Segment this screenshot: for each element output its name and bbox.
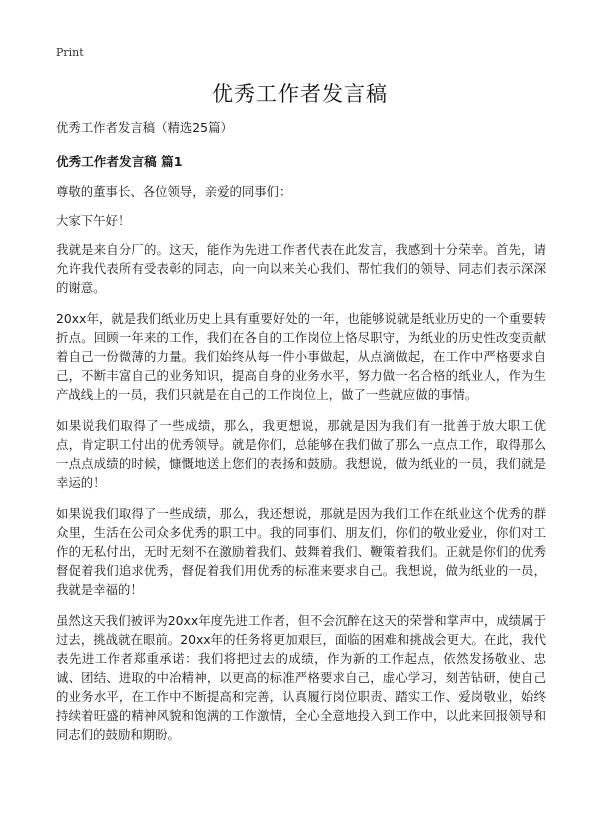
greeting-paragraph: 大家下午好！ [56, 213, 131, 228]
section-heading: 优秀工作者发言稿 篇1 [56, 154, 183, 169]
body-paragraph: 虽然这天我们被评为20xx年度先进工作者，但不会沉醉在这天的荣誉和掌声中，成绩属于过去，挑战就在眼前。20xx年的任务将更加艰巨，面临的困难和挑战会更大。在此，我代表先进工作者郑重承诺：我们将把过去的成绩，作为新的工作起点，依然发扬敬业、忠诚、团结、进取的中冶精神，以更高的标准严格要求自己，虚心学习，刻苦钻研，使自己的业务水平，在工作中不断提高和完善，认真履行岗位职责、踏实工作、爱岗敬业，始终持续着旺盛的精神风貌和饱满的工作激情，全心全意地投入到工作中，以此来回报领导和同志们的鼓励和期盼。 [56, 613, 546, 742]
document-body [56, 118, 546, 756]
print-label: Print [56, 46, 84, 59]
body-paragraph: 我就是来自分厂的。这天，能作为先进工作者代表在此发言，我感到十分荣幸。首先，请允许我代表所有受表彰的同志，向一向以来关心我们、帮忙我们的领导、同志们表示深深的谢意。 [56, 242, 546, 295]
document-subtitle: 优秀工作者发言稿（精选25篇） [56, 120, 233, 135]
body-paragraph: 20xx年，就是我们纸业历史上具有重要好处的一年，也能够说就是纸业历史的一个重要转折点。回顾一年来的工作，我们在各自的工作岗位上恪尽职守，为纸业的历史性改变贡献着自己一份微薄的力量。我们始终从每一件小事做起，从点滴做起，在工作中严格要求自己，不断丰富自己的业务知识，提高自身的业务水平，努力做一名合格的纸业人，作为生产战线上的一员，我们只就是在自己的工作岗位上，做了一些就应做的事情。 [56, 311, 546, 402]
document-title: 优秀工作者发言稿 [212, 82, 388, 106]
body-paragraph: 如果说我们取得了一些成绩，那么，我更想说，那就是因为我们有一批善于放大职工优点，肯定职工付出的优秀领导。就是你们，总能够在我们做了那么一点点工作，取得那么一点点成绩的时候，慷慨地送上您们的表扬和鼓励。我想说，做为纸业的一员，我们就是幸运的！ [56, 418, 546, 490]
salutation-paragraph: 尊敬的董事长、各位领导，亲爱的同事们： [56, 184, 292, 199]
body-paragraph: 如果说我们取得了一些成绩，那么，我还想说，那就是因为我们工作在纸业这个优秀的群众里，生活在公司众多优秀的职工中。我的同事们、朋友们，你们的敬业爱业，你们对工作的无私付出，无时无刻不在激励着我们、鼓舞着我们、鞭策着我们。正就是你们的优秀督促着我们追求优秀，督促着我们用优秀的标准来要求自己。我想说，做为纸业的一员，我就是幸福的！ [56, 506, 546, 597]
